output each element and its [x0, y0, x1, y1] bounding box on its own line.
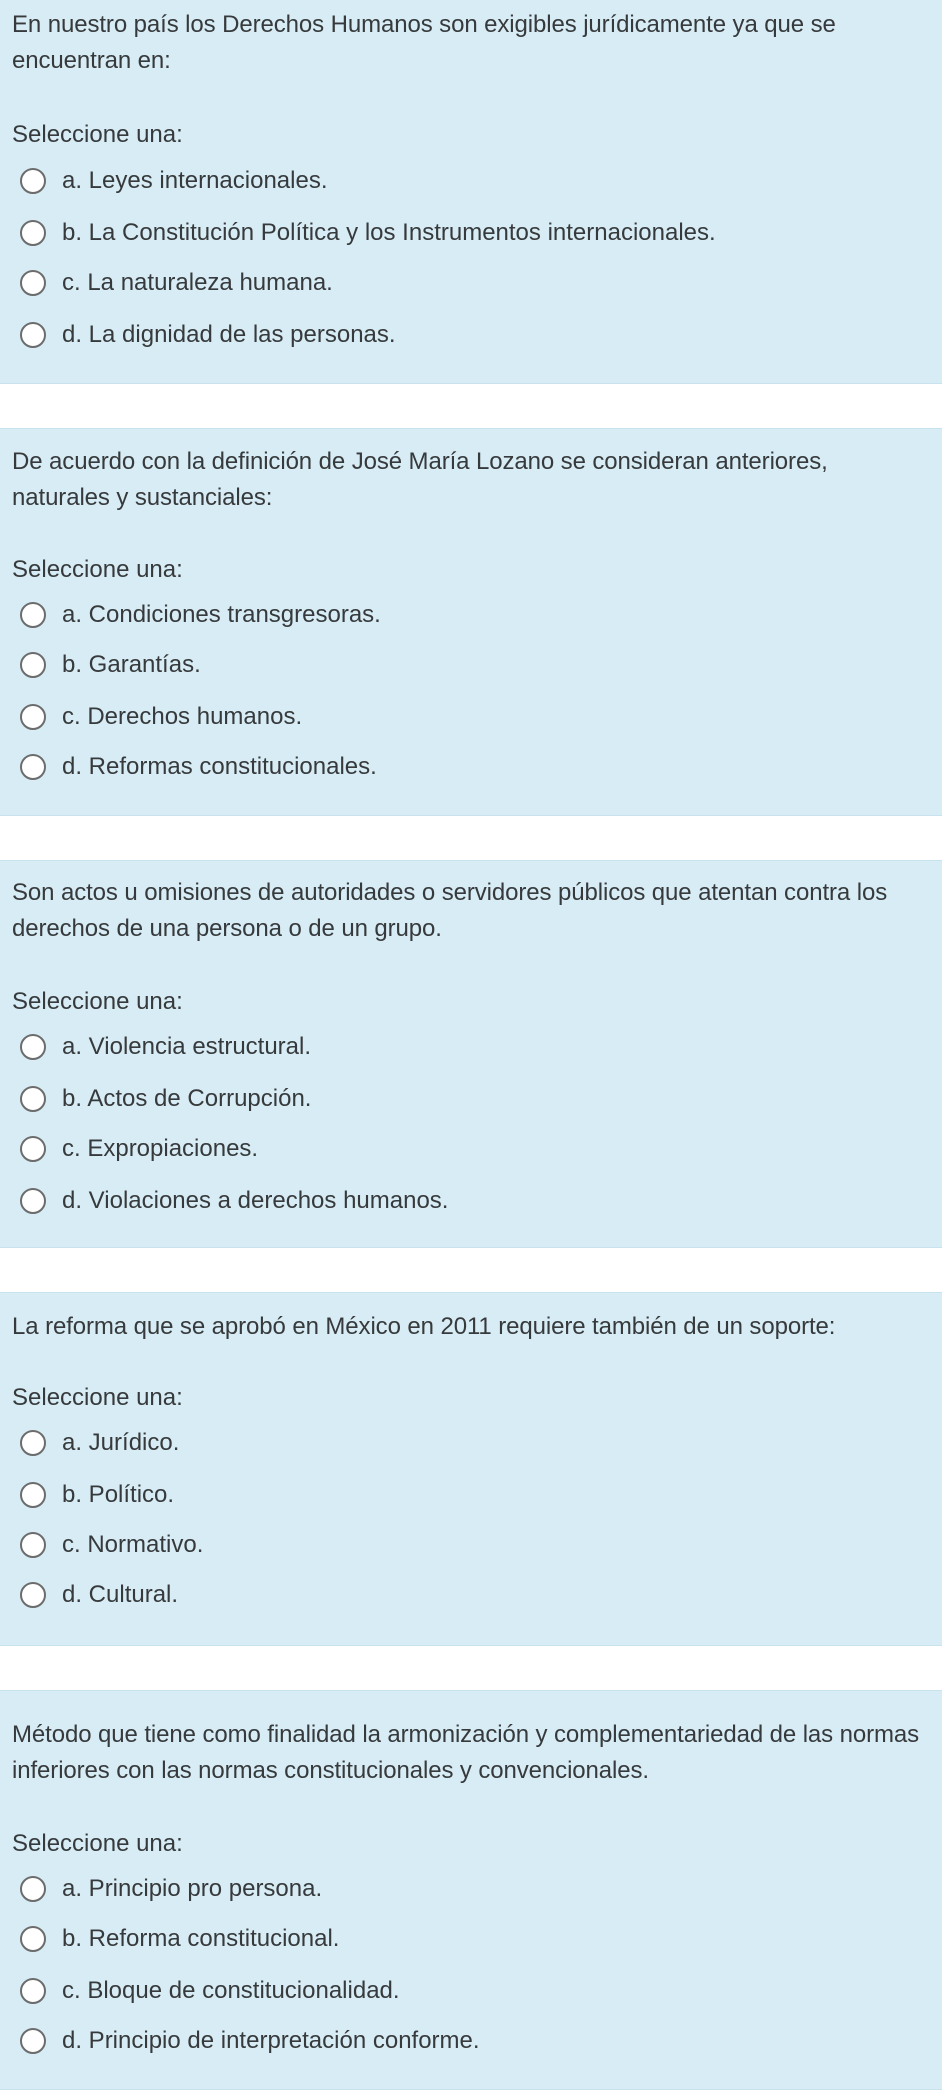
question-card — [0, 860, 942, 1248]
radio-button[interactable] — [20, 2028, 46, 2054]
answer-option-label[interactable]: a. Jurídico. — [62, 1429, 180, 1456]
radio-button[interactable] — [20, 1876, 46, 1902]
answer-option-label[interactable]: a. Condiciones transgresoras. — [62, 601, 381, 628]
answer-option[interactable] — [20, 647, 201, 683]
answer-option[interactable] — [20, 1527, 203, 1563]
answer-option[interactable] — [20, 1425, 179, 1461]
radio-button[interactable] — [20, 1136, 46, 1162]
answer-option-label[interactable]: c. La naturaleza humana. — [62, 269, 333, 296]
answer-option[interactable] — [20, 1973, 400, 2009]
answer-option-label[interactable]: b. Garantías. — [62, 651, 201, 678]
question-text: La reforma que se aprobó en México en 2011 requiere también de un soporte: — [12, 1313, 836, 1340]
question-text: De acuerdo con la definición de José María Lozano se consideran anteriores, naturales y sustanciales: — [12, 448, 828, 511]
answer-option[interactable] — [20, 1183, 448, 1219]
answer-option-label[interactable]: b. Actos de Corrupción. — [62, 1085, 312, 1112]
radio-button[interactable] — [20, 754, 46, 780]
answer-option-label[interactable]: a. Leyes internacionales. — [62, 167, 328, 194]
select-one-prompt: Seleccione una: — [12, 556, 183, 583]
answer-option-label[interactable]: b. Político. — [62, 1481, 175, 1508]
radio-button[interactable] — [20, 220, 46, 246]
radio-button[interactable] — [20, 1034, 46, 1060]
radio-button[interactable] — [20, 1188, 46, 1214]
answer-option[interactable] — [20, 1081, 311, 1117]
answer-option-label[interactable]: c. Normativo. — [62, 1531, 204, 1558]
radio-button[interactable] — [20, 602, 46, 628]
radio-button[interactable] — [20, 1430, 46, 1456]
answer-option[interactable] — [20, 2023, 480, 2059]
answer-option[interactable] — [20, 1871, 322, 1907]
radio-button[interactable] — [20, 1978, 46, 2004]
question-text: En nuestro país los Derechos Humanos son exigibles jurídicamente ya que se encuentran en: — [12, 11, 836, 74]
radio-button[interactable] — [20, 1086, 46, 1112]
answer-option[interactable] — [20, 163, 328, 199]
radio-button[interactable] — [20, 1482, 46, 1508]
answer-option-label[interactable]: d. Violaciones a derechos humanos. — [62, 1187, 449, 1214]
answer-option[interactable] — [20, 597, 381, 633]
answer-option[interactable] — [20, 317, 396, 353]
question-card — [0, 0, 942, 384]
answer-option-label[interactable]: c. Bloque de constitucionalidad. — [62, 1977, 400, 2004]
answer-option[interactable] — [20, 1921, 339, 1957]
question-text: Son actos u omisiones de autoridades o servidores públicos que atentan contra los derechos de una persona o de un grupo. — [12, 879, 888, 942]
radio-button[interactable] — [20, 1532, 46, 1558]
answer-option[interactable] — [20, 1131, 258, 1167]
answer-option[interactable] — [20, 1577, 178, 1613]
answer-option-label[interactable]: d. Reformas constitucionales. — [62, 753, 377, 780]
question-card — [0, 1690, 942, 2090]
radio-button[interactable] — [20, 1926, 46, 1952]
radio-button[interactable] — [20, 270, 46, 296]
question-card — [0, 428, 942, 816]
answer-option-label[interactable]: d. Principio de interpretación conforme. — [62, 2027, 480, 2054]
answer-option-label[interactable]: d. Cultural. — [62, 1581, 179, 1608]
select-one-prompt: Seleccione una: — [12, 1384, 183, 1411]
answer-option[interactable] — [20, 1477, 174, 1513]
answer-option-label[interactable]: b. La Constitución Política y los Instrumentos internacionales. — [62, 219, 716, 246]
answer-option[interactable] — [20, 699, 302, 735]
answer-option-label[interactable]: c. Derechos humanos. — [62, 703, 303, 730]
select-one-prompt: Seleccione una: — [12, 988, 183, 1015]
select-one-prompt: Seleccione una: — [12, 121, 183, 148]
question-card — [0, 1292, 942, 1646]
answer-option[interactable] — [20, 215, 716, 251]
answer-option[interactable] — [20, 1029, 311, 1065]
answer-option-label[interactable]: b. Reforma constitucional. — [62, 1925, 340, 1952]
answer-option-label[interactable]: c. Expropiaciones. — [62, 1135, 259, 1162]
radio-button[interactable] — [20, 322, 46, 348]
radio-button[interactable] — [20, 652, 46, 678]
answer-option-label[interactable]: d. La dignidad de las personas. — [62, 321, 396, 348]
answer-option-label[interactable]: a. Violencia estructural. — [62, 1033, 312, 1060]
answer-option[interactable] — [20, 749, 377, 785]
radio-button[interactable] — [20, 1582, 46, 1608]
answer-option[interactable] — [20, 265, 333, 301]
question-text: Método que tiene como finalidad la armonización y complementariedad de las normas inferiores con las normas constitucionales y convencionales. — [12, 1721, 920, 1784]
answer-option-label[interactable]: a. Principio pro persona. — [62, 1875, 323, 1902]
select-one-prompt: Seleccione una: — [12, 1830, 183, 1857]
radio-button[interactable] — [20, 168, 46, 194]
radio-button[interactable] — [20, 704, 46, 730]
